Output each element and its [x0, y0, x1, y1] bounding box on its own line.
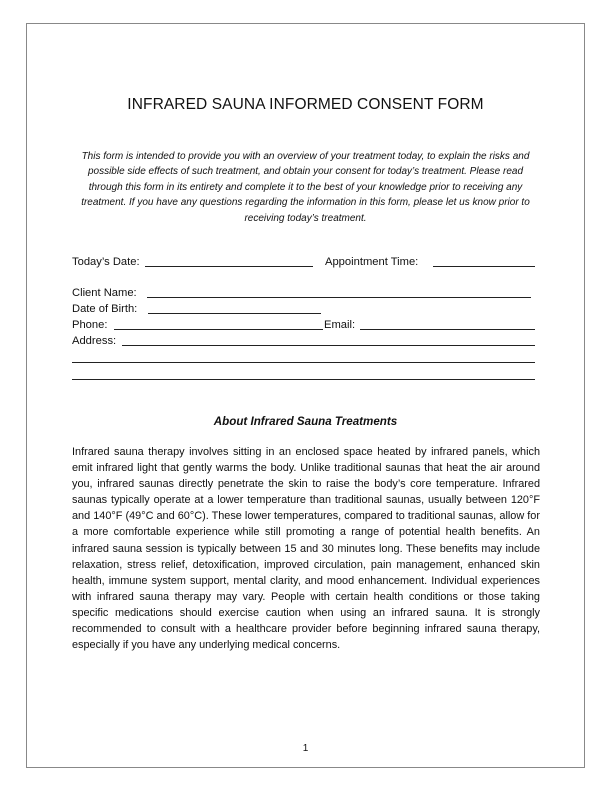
page-number: 1 — [302, 743, 309, 754]
date-of-birth-line[interactable] — [148, 313, 321, 314]
form-title: INFRARED SAUNA INFORMED CONSENT FORM — [127, 96, 484, 113]
todays-date-label: Today’s Date: — [72, 256, 140, 268]
address-line-1[interactable] — [122, 345, 535, 346]
client-name-line[interactable] — [147, 297, 531, 298]
email-line[interactable] — [360, 329, 535, 330]
appointment-time-line[interactable] — [433, 266, 535, 267]
client-name-label: Client Name: — [72, 287, 137, 299]
intro-paragraph: This form is intended to provide you with an overview of your treatment today, to explain the risks and possible side effects of such treatment, and obtain your consent for today’s treatment. Please read through this form in its entirety and complete it to the best of your knowledge prior to receiving any treatment. If you have any questions regarding the information in this form, please let us know prior to receiving today’s treatment. — [81, 151, 530, 224]
section-body: Infrared sauna therapy involves sitting in an enclosed space heated by infrared panels, which emit infrared light that gently warms the body. Unlike traditional saunas that heat the air around you, infrared saunas directly penetrate the skin to raise the body’s core temperature. Infrared saunas typically operate at a lower temperature than traditional saunas, usually between 120°F and 140°F (49°C and 60°C). These lower temperatures, compared to traditional saunas, allow for a more comfortable experience while still promoting a range of potential health benefits. An infrared sauna session is typically between 15 and 30 minutes long. These benefits may include relaxation, stress relief, detoxification, improved circulation, pain management, enhanced skin health, immune system support, mental clarity, and mood enhancement. Individual experiences with infrared sauna therapy may vary. People with certain health conditions or those taking specific medications should exercise caution when using an infrared sauna. It is strongly recommended to consult with a healthcare provider before beginning infrared sauna therapy, especially if you have any underlying medical concerns. — [72, 446, 540, 652]
appointment-time-label: Appointment Time: — [325, 256, 419, 268]
date-of-birth-label: Date of Birth: — [72, 303, 138, 315]
document-page — [26, 23, 585, 768]
address-line-3[interactable] — [72, 379, 535, 380]
email-label: Email: — [324, 319, 356, 331]
phone-label: Phone: — [72, 319, 108, 331]
todays-date-line[interactable] — [145, 266, 313, 267]
section-heading: About Infrared Sauna Treatments — [213, 415, 398, 428]
address-line-2[interactable] — [72, 362, 535, 363]
address-label: Address: — [72, 335, 117, 347]
phone-line[interactable] — [114, 329, 323, 330]
